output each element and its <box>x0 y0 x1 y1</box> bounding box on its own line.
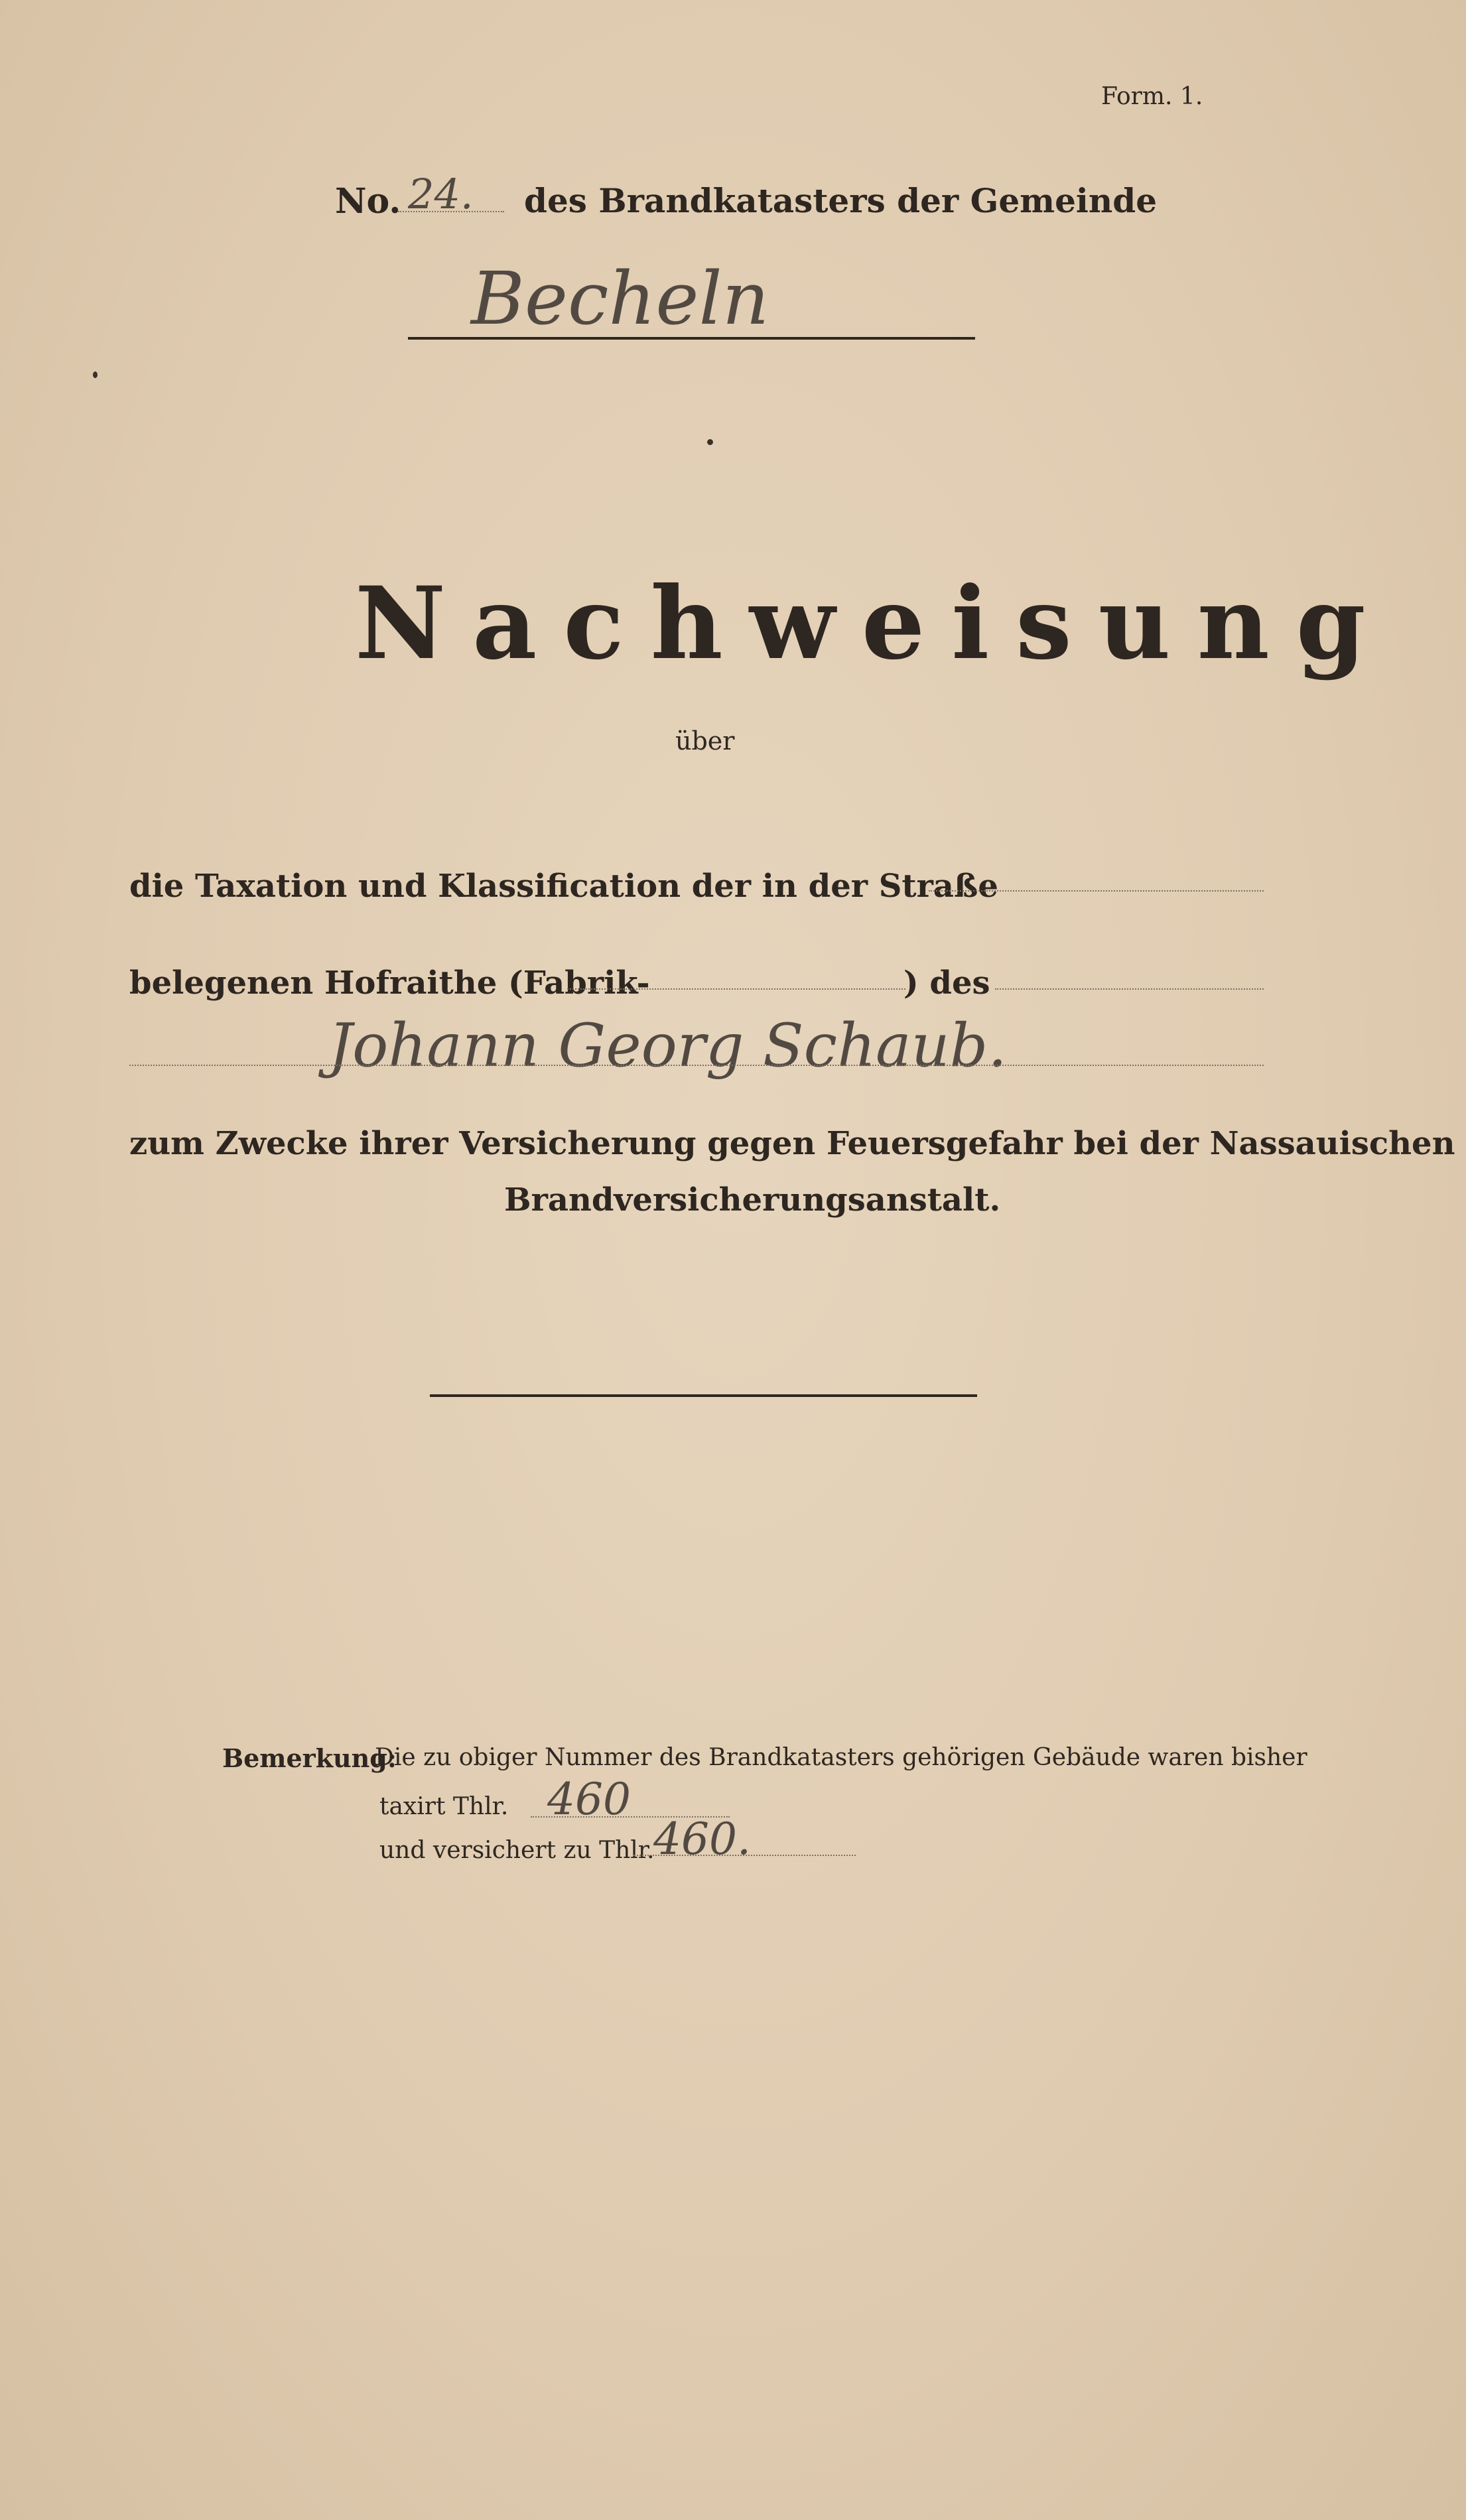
body-line-3: zum Zwecke ihrer Versicherung gegen Feuersgefahr bei der Nassauischen <box>129 1125 1455 1162</box>
municipality-underline <box>408 337 975 340</box>
insured-value: 460. <box>653 1814 751 1865</box>
number-label: No. <box>335 181 401 222</box>
body-line-2-b: ) des <box>903 964 990 1002</box>
owner-name: Johann Georg Schaub. <box>328 1011 1007 1081</box>
owner-pre-underline <box>995 988 1264 990</box>
register-number: 24. <box>408 170 474 218</box>
body-line-1: die Taxation und Klassification der in der Straße <box>129 868 998 905</box>
remark-label: Bemerkung: <box>222 1743 397 1773</box>
separator-line <box>430 1394 977 1397</box>
insured-label: und versichert zu Thlr. <box>379 1837 655 1864</box>
uber-label: über <box>675 726 735 756</box>
document-title: Nachweisung <box>355 565 1392 682</box>
body-line-4: Brandversicherungsanstalt. <box>504 1181 1001 1219</box>
ink-speck <box>93 371 98 378</box>
body-line-2-a: belegenen Hofraithe (Fabrik- <box>129 964 650 1002</box>
street-underline <box>929 890 1264 892</box>
ink-speck <box>707 439 713 445</box>
owner-underline <box>129 1065 1264 1066</box>
form-label: Form. 1. <box>1101 83 1203 110</box>
taxed-label: taxirt Thlr. <box>379 1793 509 1820</box>
taxed-value: 460 <box>547 1774 631 1825</box>
remark-text: Die zu obiger Nummer des Brandkatasters gehörigen Gebäude waren bisher <box>375 1744 1307 1771</box>
register-heading: des Brandkatasters der Gemeinde <box>524 181 1158 220</box>
municipality-name: Becheln <box>471 256 769 341</box>
factory-underline <box>567 988 905 990</box>
